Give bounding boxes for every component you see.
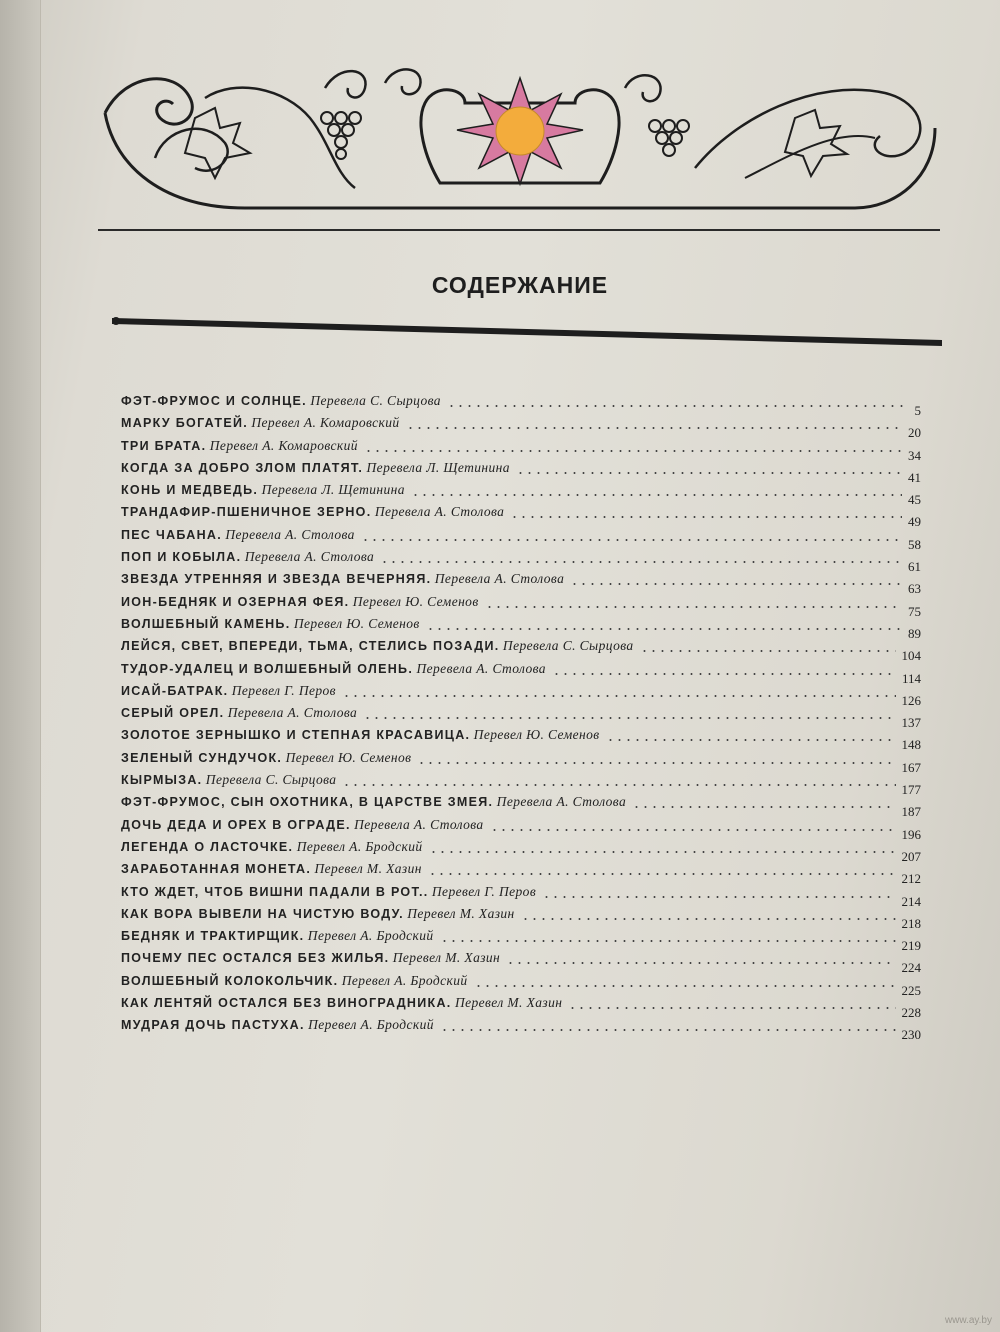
toc-entry-title: СЕРЫЙ ОРЕЛ. <box>121 706 225 721</box>
toc-entry-translator: Перевела А. Столова <box>244 549 375 565</box>
toc-entry-page-number: 207 <box>901 848 921 864</box>
toc-entry <box>121 992 921 1021</box>
toc-leader-dots <box>521 918 896 920</box>
toc-entry-title: МАРКУ БОГАТЕЙ. <box>121 416 249 431</box>
toc-entry-title: ИОН-БЕДНЯК И ОЗЕРНАЯ ФЕЯ. <box>121 594 350 609</box>
toc-leader-dots <box>568 1007 895 1009</box>
toc-entry-page-number: 228 <box>901 1005 921 1021</box>
toc-leader-dots <box>542 896 895 898</box>
toc-entry-page-number: 58 <box>908 536 921 552</box>
toc-entry-title: ЗЕЛЕНЫЙ СУНДУЧОК. <box>121 750 283 765</box>
toc-leader-dots <box>342 784 895 786</box>
toc-entry <box>121 435 921 463</box>
ornamental-header-border <box>95 58 945 223</box>
toc-entry-translator: Перевел Ю. Семенов <box>293 615 420 631</box>
toc-entry <box>121 524 921 552</box>
toc-leader-dots <box>426 628 902 630</box>
toc-entry-page-number: 34 <box>908 447 921 463</box>
table-of-contents <box>121 390 921 1043</box>
toc-entry <box>121 970 921 998</box>
toc-entry <box>121 769 921 798</box>
toc-entry-page-number: 49 <box>908 514 921 530</box>
toc-leader-dots <box>411 494 902 496</box>
toc-entry <box>121 925 921 954</box>
toc-leader-dots <box>485 606 902 608</box>
toc-entry-translator: Перевела А. Столова <box>416 660 546 676</box>
toc-entry-title: ВОЛШЕБНЫЙ КОЛОКОЛЬЧИК. <box>121 973 339 988</box>
toc-entry-translator: Перевел А. Бродский <box>308 1017 434 1033</box>
toc-entry-translator: Перевела А. Столова <box>434 571 565 587</box>
toc-entry <box>121 702 921 731</box>
toc-leader-dots <box>490 829 896 831</box>
toc-entry-page-number: 148 <box>901 737 921 753</box>
toc-entry-translator: Перевела А. Столова <box>227 705 358 721</box>
toc-leader-dots <box>342 695 896 697</box>
toc-entry-title: ТРАНДАФИР-ПШЕНИЧНОЕ ЗЕРНО. <box>121 505 372 520</box>
toc-entry-title: ЛЕГЕНДА О ЛАСТОЧКЕ. <box>121 839 294 854</box>
header-rule <box>98 229 940 231</box>
toc-entry-title: ТУДОР-УДАЛЕЦ И ВОЛШЕБНЫЙ ОЛЕНЬ. <box>121 661 414 676</box>
toc-entry-page-number: 114 <box>901 670 921 686</box>
toc-entry-title: ИСАЙ-БАТРАК. <box>121 683 229 698</box>
toc-entry-title: КОГДА ЗА ДОБРО ЗЛОМ ПЛАТЯТ. <box>121 460 364 475</box>
toc-entry-translator: Перевел М. Хазин <box>392 950 501 966</box>
toc-entry <box>121 947 921 976</box>
toc-entry-translator: Перевел А. Комаровский <box>209 437 358 453</box>
toc-entry-title: ПОЧЕМУ ПЕС ОСТАЛСЯ БЕЗ ЖИЛЬЯ. <box>121 951 390 966</box>
toc-entry-page-number: 218 <box>901 915 921 931</box>
toc-leader-dots <box>428 873 896 875</box>
toc-leader-dots <box>570 583 902 585</box>
toc-entry <box>121 613 921 641</box>
toc-entry-title: КТО ЖДЕТ, ЧТОБ ВИШНИ ПАДАЛИ В РОТ.. <box>121 884 429 899</box>
toc-entry <box>121 412 921 441</box>
toc-leader-dots <box>506 962 895 964</box>
toc-leader-dots <box>417 762 895 764</box>
toc-entry-translator: Перевела А. Столова <box>374 504 505 520</box>
toc-entry-title: КАК ВОРА ВЫВЕЛИ НА ЧИСТУЮ ВОДУ. <box>121 906 404 921</box>
toc-entry-translator: Перевел М. Хазин <box>407 905 515 921</box>
toc-entry <box>121 635 921 664</box>
toc-entry-title: ТРИ БРАТА. <box>121 438 207 453</box>
toc-entry <box>121 457 921 485</box>
toc-entry <box>121 479 921 508</box>
toc-entry-title: МУДРАЯ ДОЧЬ ПАСТУХА. <box>121 1018 305 1033</box>
toc-entry <box>121 658 921 686</box>
toc-leader-dots <box>429 851 896 853</box>
toc-entry-translator: Перевел М. Хазин <box>314 861 422 877</box>
toc-entry <box>121 1014 921 1043</box>
watermark-text: www.ay.by <box>944 1315 992 1326</box>
toc-entry-translator: Перевел А. Бродский <box>341 972 468 988</box>
toc-entry-page-number: 20 <box>908 425 921 441</box>
toc-entry <box>121 680 921 708</box>
toc-entry-page-number: 214 <box>901 893 921 909</box>
toc-leader-dots <box>364 450 902 452</box>
toc-entry-page-number: 126 <box>901 692 921 708</box>
toc-entry-page-number: 219 <box>901 938 921 954</box>
toc-entry-page-number: 137 <box>901 715 921 731</box>
toc-entry-translator: Перевела С. Сырцова <box>205 772 337 788</box>
toc-entry-title: ФЭТ-ФРУМОС, СЫН ОХОТНИКА, В ЦАРСТВЕ ЗМЕЯ. <box>121 795 494 810</box>
toc-entry-page-number: 224 <box>901 960 921 976</box>
toc-leader-dots <box>516 472 902 474</box>
toc-entry-title: БЕДНЯК И ТРАКТИРЩИК. <box>121 929 305 944</box>
toc-leader-dots <box>440 940 896 942</box>
toc-entry-title: ФЭТ-ФРУМОС И СОЛНЦЕ. <box>121 394 307 408</box>
toc-entry <box>121 791 921 820</box>
toc-entry-page-number: 63 <box>908 581 921 597</box>
toc-entry-translator: Перевела С. Сырцова <box>310 393 441 408</box>
toc-leader-dots <box>363 717 895 719</box>
page-spine-edge <box>0 0 41 1332</box>
toc-entry-translator: Перевел Г. Перов <box>231 682 336 698</box>
toc-leader-dots <box>406 427 903 429</box>
toc-entry-page-number: 104 <box>901 648 921 664</box>
toc-leader-dots <box>640 650 896 652</box>
toc-entry-translator: Перевел Г. Перов <box>431 883 537 899</box>
toc-entry-translator: Перевела А. Столова <box>225 526 355 542</box>
toc-entry <box>121 814 921 842</box>
toc-leader-dots <box>510 516 902 518</box>
toc-entry <box>121 903 921 931</box>
toc-entry <box>121 881 921 909</box>
toc-leader-dots <box>552 673 896 675</box>
toc-entry-page-number: 45 <box>908 492 921 508</box>
toc-entry-translator: Перевел А. Комаровский <box>251 415 400 431</box>
toc-entry-title: КАК ЛЕНТЯЙ ОСТАЛСЯ БЕЗ ВИНОГРАДНИКА. <box>121 996 452 1011</box>
toc-entry-translator: Перевела С. Сырцова <box>502 638 634 654</box>
toc-leader-dots <box>632 806 895 808</box>
toc-entry-translator: Перевел Ю. Семенов <box>285 749 412 765</box>
toc-entry-page-number: 41 <box>908 469 921 485</box>
toc-entry-title: КЫРМЫЗА. <box>121 773 203 788</box>
toc-entry-translator: Перевел Ю. Семенов <box>352 593 479 609</box>
toc-entry-translator: Перевела Л. Щетинина <box>366 459 510 475</box>
toc-entry-page-number: 5 <box>914 403 921 418</box>
toc-entry-translator: Перевела Л. Щетинина <box>261 482 405 498</box>
toc-leader-dots <box>447 405 909 407</box>
toc-entry-title: ЗАРАБОТАННАЯ МОНЕТА. <box>121 862 312 877</box>
toc-leader-dots <box>380 561 902 563</box>
toc-entry-title: КОНЬ И МЕДВЕДЬ. <box>121 483 259 498</box>
toc-entry-page-number: 187 <box>901 804 921 820</box>
title-underline-rule <box>112 310 942 350</box>
toc-entry <box>121 546 921 575</box>
toc-entry-title: ЗОЛОТОЕ ЗЕРНЫШКО И СТЕПНАЯ КРАСАВИЦА. <box>121 728 471 743</box>
toc-entry <box>121 836 921 864</box>
toc-entry-translator: Перевела А. Столова <box>354 816 484 832</box>
toc-entry-page-number: 89 <box>908 625 921 641</box>
toc-entry-page-number: 225 <box>901 982 921 998</box>
toc-entry <box>121 747 921 775</box>
toc-entry-title: ЛЕЙСЯ, СВЕТ, ВПЕРЕДИ, ТЬМА, СТЕЛИСЬ ПОЗАДИ. <box>121 639 500 654</box>
toc-entry <box>121 724 921 753</box>
toc-leader-dots <box>606 739 896 741</box>
toc-entry-page-number: 196 <box>901 826 921 842</box>
toc-entry-page-number: 61 <box>908 559 921 575</box>
toc-entry-translator: Перевела А. Столова <box>496 794 627 810</box>
toc-entry-title: ДОЧЬ ДЕДА И ОРЕХ В ОГРАДЕ. <box>121 817 351 832</box>
toc-entry-page-number: 167 <box>901 759 921 775</box>
toc-entry <box>121 390 921 418</box>
toc-entry-title: ВОЛШЕБНЫЙ КАМЕНЬ. <box>121 616 291 631</box>
toc-entry-page-number: 177 <box>901 782 921 798</box>
toc-entry <box>121 501 921 530</box>
toc-leader-dots <box>440 1029 896 1031</box>
toc-entry-page-number: 75 <box>908 603 921 619</box>
toc-entry-page-number: 212 <box>901 871 921 887</box>
toc-leader-dots <box>361 539 902 541</box>
toc-entry-translator: Перевел А. Бродский <box>307 928 434 944</box>
toc-entry-page-number: 230 <box>901 1027 921 1043</box>
toc-entry-title: ПЕС ЧАБАНА. <box>121 527 222 542</box>
toc-entry <box>121 591 921 619</box>
toc-entry-translator: Перевел Ю. Семенов <box>473 727 600 743</box>
toc-entry-translator: Перевел М. Хазин <box>454 995 563 1011</box>
toc-entry-title: ПОП И КОБЫЛА. <box>121 550 242 565</box>
toc-entry-title: ЗВЕЗДА УТРЕННЯЯ И ЗВЕЗДА ВЕЧЕРНЯЯ. <box>121 572 432 587</box>
page-title: СОДЕРЖАНИЕ <box>431 272 609 298</box>
toc-entry <box>121 858 921 887</box>
toc-entry-translator: Перевел А. Бродский <box>296 838 423 854</box>
toc-leader-dots <box>474 985 896 987</box>
toc-entry <box>121 568 921 597</box>
